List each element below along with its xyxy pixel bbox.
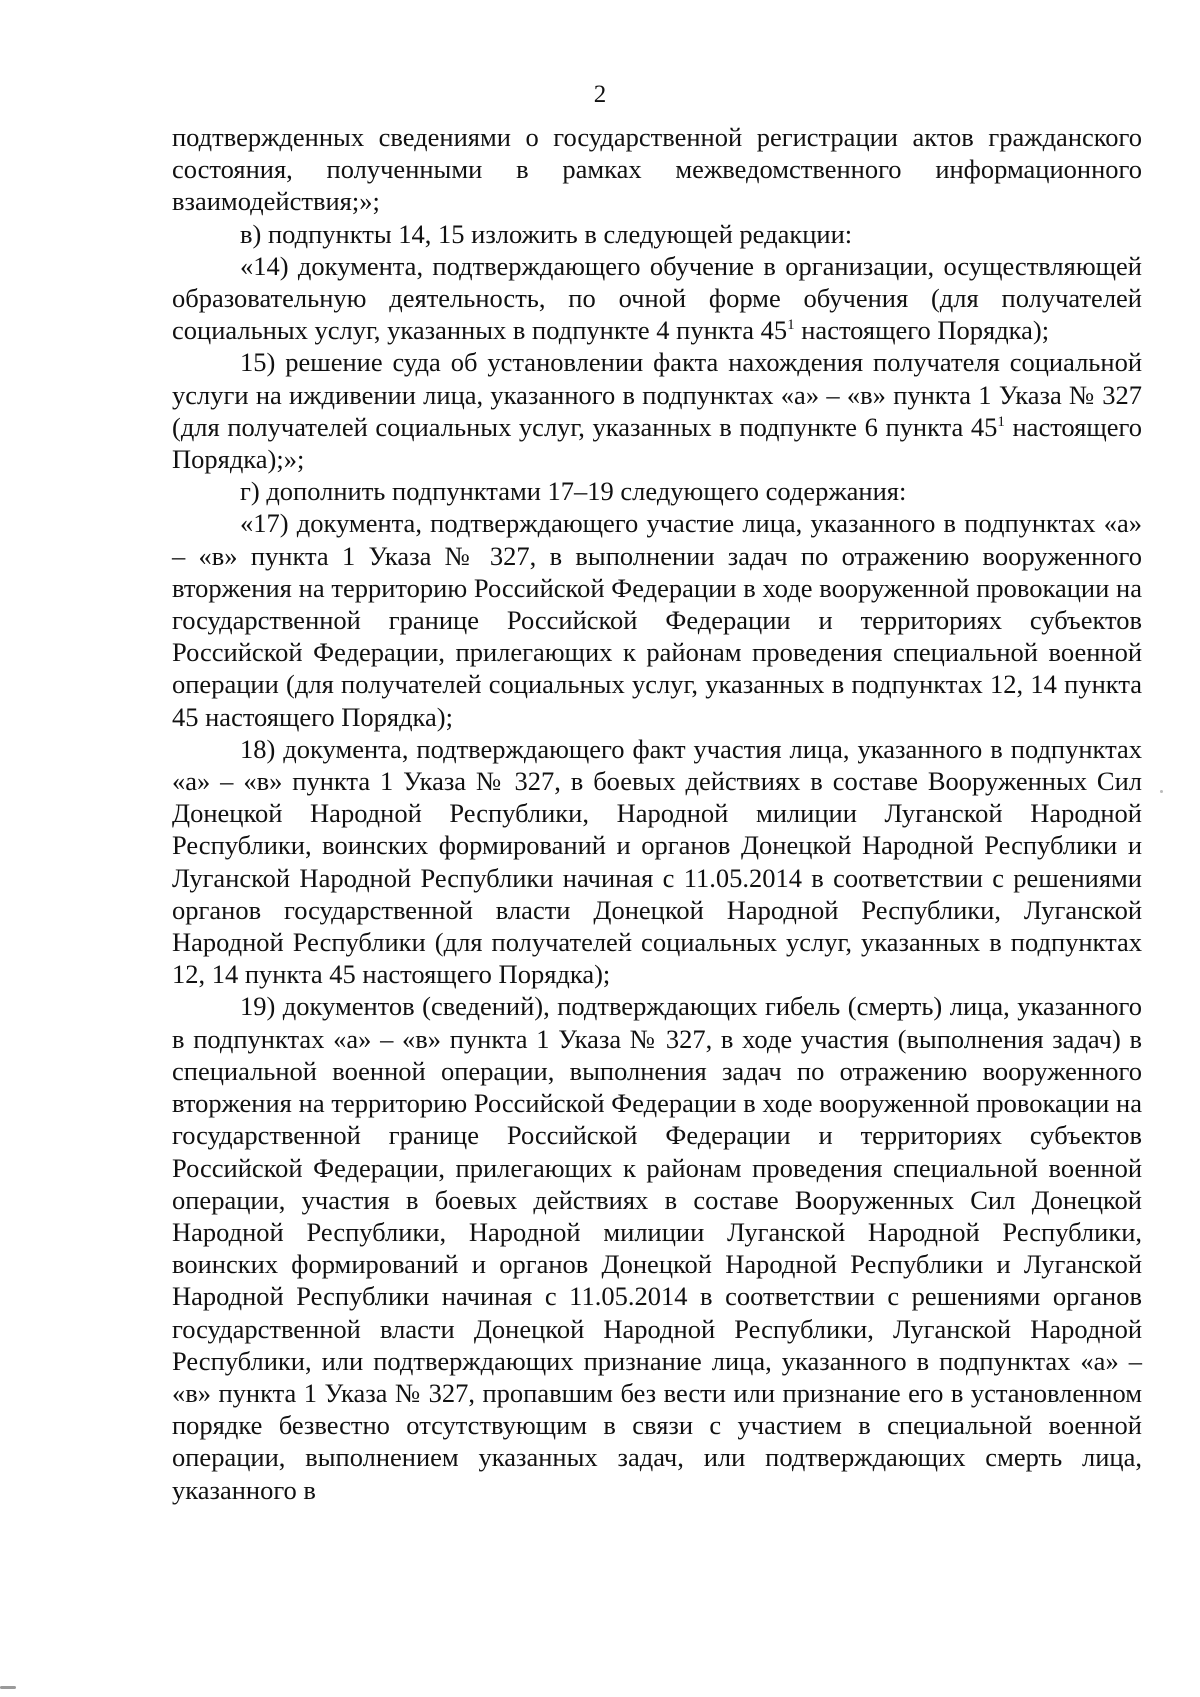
paragraph-7: 18) документа, подтверждающего факт участия лица, указанного в подпунктах «а» – «в» пункта 1 Указа № 327, в боевых действиях в составе Вооруженных Сил Донецкой Народной Республики, Народной милиции Луганской Народной Республики, воинских формирований и органов Донецкой Народной Республики и Луганской Народной Республики начиная с 11.05.2014 в соответствии с решениями органов государственной власти Донецкой Народной Республики, Луганской Народной Республики (для получателей социальных услуг, указанных в подпунктах 12, 14 пункта 45 настоящего Порядка); [172,733,1142,990]
paragraph-4-tail: настоящего Порядка);»; [172,411,1142,475]
document-body [172,121,1142,1506]
paragraph-3-text: «14) документа, подтверждающего обучение в организации, осуществляющей образовательную деятельность, по очной форме обучения (для получателей социальных услуг, указанных в подпункте 4 пункта 45 [172,250,1142,346]
scan-artifact-mark [0,1686,16,1689]
page-number: 2 [593,81,607,108]
paragraph-1: подтвержденных сведениями о государственной регистрации актов гражданского состояния, полученными в рамках межведомственного информационного взаимодействия;»; [172,122,1142,217]
paragraph-3 [172,250,1142,347]
paragraph-6: «17) документа, подтверждающего участие лица, указанного в подпунктах «а» – «в» пункта 1 Указа № 327, в выполнении задач по отражению вооруженного вторжения на территорию Российской Федерации в ходе вооруженной провокации на государственной границе Российской Федерации и территориях субъектов Российской Федерации, прилегающих к районам проведения специальной военной операции (для получателей социальных услуг, указанных в подпунктах 12, 14 пункта 45 настоящего Порядка); [172,508,1142,732]
scan-artifact-dot [1160,790,1163,793]
paragraph-8: 19) документов (сведений), подтверждающих гибель (смерть) лица, указанного в подпунктах «а» – «в» пункта 1 Указа № 327, в ходе участия (выполнения задач) в специальной военной операции, выполнения задач по отражению вооруженного вторжения на территорию Российской Федерации в ходе вооруженной провокации на государственной границе Российской Федерации и территориях субъектов Российской Федерации, прилегающих к районам проведения специальной военной операции, участия в боевых действиях в составе Вооруженных Сил Донецкой Народной Республики, Народной милиции Луганской Народной Республики, воинских формирований и органов Донецкой Народной Республики и Луганской Народной Республики начиная с 11.05.2014 в соответствии с решениями органов государственной власти Донецкой Народной Республики, Луганской Народной Республики, или подтверждающих признание лица, указанного в подпунктах «а» – «в» пункта 1 Указа № 327, пропавшим без вести или признание его в установленном порядке безвестно отсутствующим в связи с участием в специальной военной операции, выполнением указанных задач, или подтверждающих смерть лица, указанного в [172,991,1142,1505]
paragraph-2: в) подпункты 14, 15 изложить в следующей редакции: [240,218,853,249]
paragraph-4-superscript: 1 [997,414,1005,430]
paragraph-3-tail: настоящего Порядка); [794,315,1050,346]
paragraph-3-superscript: 1 [787,317,795,334]
paragraph-4-text: 15) решение суда об установлении факта нахождения получателя социальной услуги на иждивении лица, указанного в подпунктах «а» – «в» пункта 1 Указа № 327 (для получателей социальных услуг, указанных в подпункте 6 пункта 45 [172,347,1142,442]
paragraph-5: г) дополнить подпунктами 17–19 следующего содержания: [240,476,907,507]
paragraph-4 [172,346,1142,475]
